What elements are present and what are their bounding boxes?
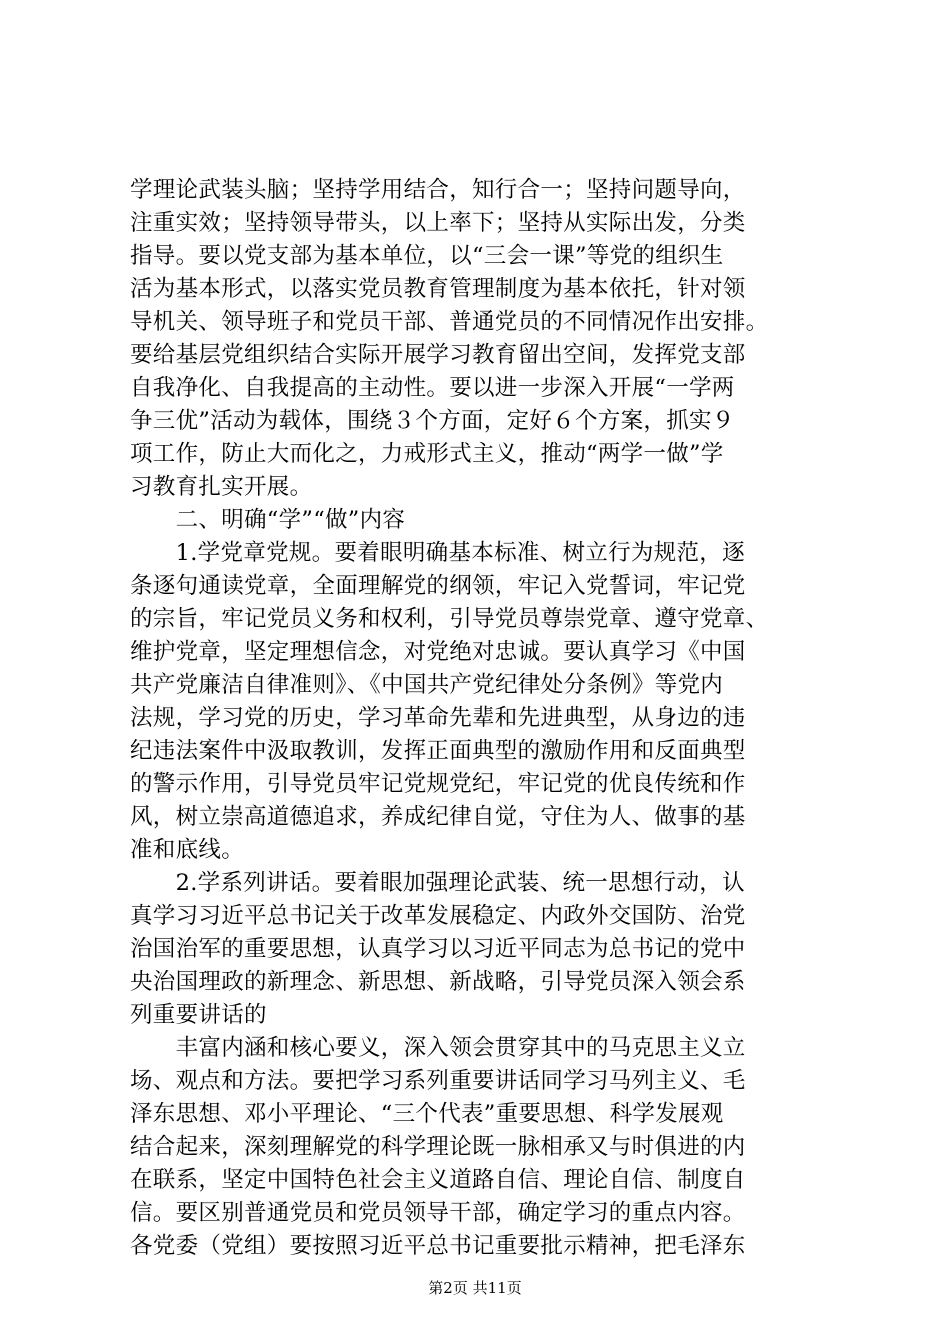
text-line: 信。要区别普通党员和党员领导干部，确定学习的重点内容。 bbox=[130, 1200, 746, 1226]
text-line: 1.学党章党规。要着眼明确基本标准、树立行为规范，逐 bbox=[130, 540, 745, 566]
text-line: 的宗旨，牢记党员义务和权利，引导党员尊崇党章、遵守党章、 bbox=[130, 606, 769, 632]
text-line: 项工作，防止大而化之，力戒形式主义，推动“两学一做”学 bbox=[130, 441, 724, 467]
text-line: 各党委（党组）要按照习近平总书记重要批示精神，把毛泽东 bbox=[130, 1233, 746, 1259]
text-line: 注重实效；坚持领导带头，以上率下；坚持从实际出发，分类 bbox=[130, 210, 746, 236]
text-line: 泽东思想、邓小平理论、“三个代表”重要思想、科学发展观 bbox=[130, 1101, 724, 1127]
text-line: 导机关、领导班子和党员干部、普通党员的不同情况作出安排。 bbox=[130, 309, 769, 335]
text-line: 治国治军的重要思想，认真学习以习近平同志为总书记的党中 bbox=[130, 936, 746, 962]
text-line: 丰富内涵和核心要义，深入领会贯穿其中的马克思主义立 bbox=[130, 1035, 746, 1061]
text-line: 活为基本形式，以落实党员教育管理制度为基本依托，针对领 bbox=[130, 276, 746, 302]
text-line: 场、观点和方法。要把学习系列重要讲话同学习马列主义、毛 bbox=[130, 1068, 746, 1094]
text-line: 纪违法案件中汲取教训，发挥正面典型的激励作用和反面典型 bbox=[130, 738, 746, 764]
text-line: 结合起来，深刻理解党的科学理论既一脉相承又与时俱进的内 bbox=[130, 1134, 746, 1160]
text-line: 争三优”活动为载体，围绕３个方面，定好６个方案，抓实９ bbox=[130, 408, 735, 434]
page-footer: 第2页 共11页 bbox=[428, 1279, 522, 1297]
text-line: 列重要讲话的 bbox=[130, 1002, 267, 1028]
text-line: 指导。要以党支部为基本单位，以“三会一课”等党的组织生 bbox=[130, 243, 724, 269]
text-line: 法规，学习党的历史，学习革命先辈和先进典型，从身边的违 bbox=[130, 705, 746, 731]
text-line: 准和底线。 bbox=[130, 837, 245, 863]
text-line: 要给基层党组织结合实际开展学习教育留出空间，发挥党支部 bbox=[130, 342, 746, 368]
text-line: 共产党廉洁自律准则》、《中国共产党纪律处分条例》等党内 bbox=[130, 672, 724, 698]
text-line: 自我净化、自我提高的主动性。要以进一步深入开展“一学两 bbox=[130, 375, 735, 401]
text-line: 条逐句通读党章，全面理解党的纲领，牢记入党誓词，牢记党 bbox=[130, 573, 746, 599]
text-line: 在联系，坚定中国特色社会主义道路自信、理论自信、制度自 bbox=[130, 1167, 746, 1193]
text-line: 真学习习近平总书记关于改革发展稳定、内政外交国防、治党 bbox=[130, 903, 746, 929]
text-line: 的警示作用，引导党员牢记党规党纪，牢记党的优良传统和作 bbox=[130, 771, 746, 797]
text-line: 维护党章，坚定理想信念，对党绝对忠诚。要认真学习《中国 bbox=[130, 639, 746, 665]
text-line: 央治国理政的新理念、新思想、新战略，引导党员深入领会系 bbox=[130, 969, 746, 995]
text-line: 习教育扎实开展。 bbox=[130, 474, 313, 500]
text-line: 学理论武装头脑；坚持学用结合，知行合一；坚持问题导向， bbox=[130, 177, 746, 203]
text-line: 2.学系列讲话。要着眼加强理论武装、统一思想行动，认 bbox=[130, 870, 745, 896]
text-line: 二、明确“学”“做”内容 bbox=[130, 507, 406, 533]
text-line: 风，树立崇高道德追求，养成纪律自觉，守住为人、做事的基 bbox=[130, 804, 746, 830]
